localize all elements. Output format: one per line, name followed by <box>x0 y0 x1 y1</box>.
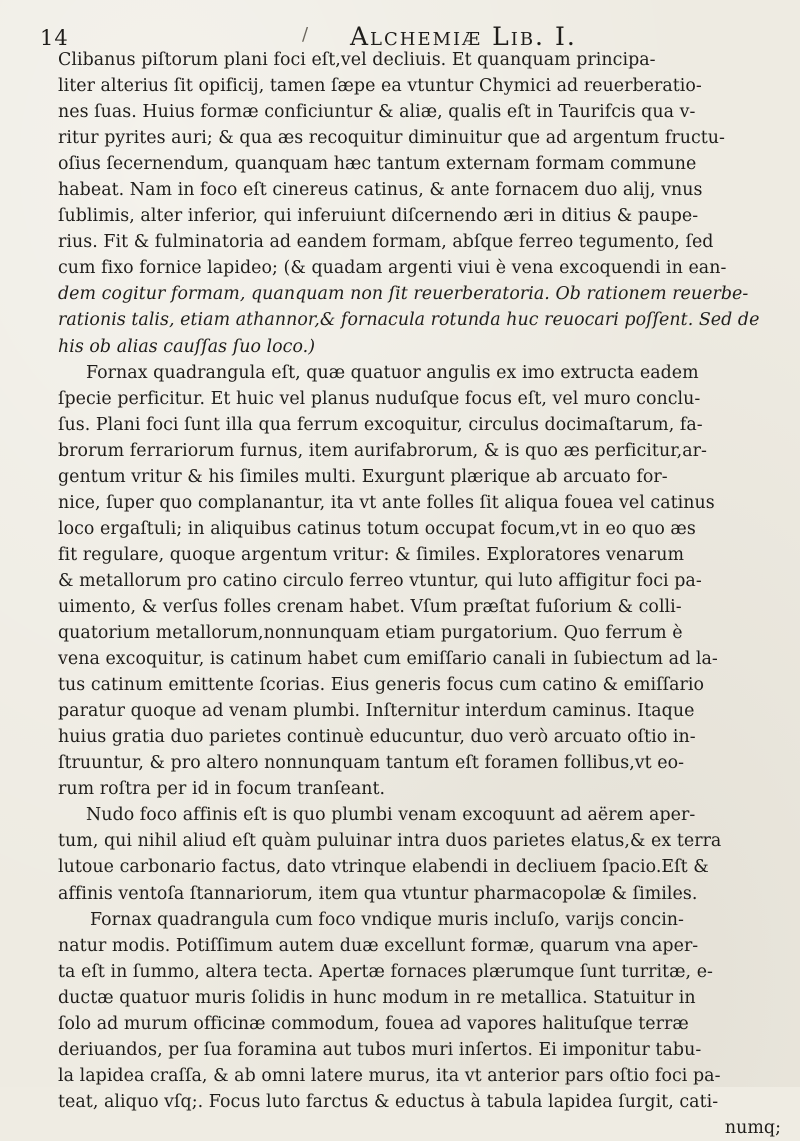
text-line: loco ergaſtuli; in aliquibus catinus totum occupat focum,vt in eo quo æs <box>58 518 696 539</box>
paragraph-first-line: Fornax quadrangula cum foco vndique muris incluſo, varijs concin- <box>90 909 684 930</box>
text-line: dem cogitur formam, quanquam non ſit reuerberatoria. Ob rationem reuerbe- <box>58 284 749 305</box>
paragraph-first-line: Nudo foco affinis eſt is quo plumbi venam excoquunt ad aërem aper- <box>86 805 696 826</box>
text-line: quatorium metallorum,nonnunquam etiam purgatorium. Quo ferrum è <box>58 623 683 644</box>
text-line: paratur quoque ad venam plumbi. Inſternitur interdum caminus. Itaque <box>58 701 695 722</box>
text-line: cum fixo fornice lapideo; (& quadam argenti viui è vena excoquendi in ean- <box>58 258 727 279</box>
text-line: affinis ventoſa ſtannariorum, item qua vtuntur pharmacopolæ & ſimiles. <box>58 883 698 904</box>
text-line: huius gratia duo parietes continuè educuntur, duo verò arcuato oſtio in- <box>58 727 696 748</box>
text-line: nes ſuas. Huius formæ conficiuntur & aliæ, qualis eſt in Taurifcis qua v- <box>58 102 696 123</box>
text-line: ta eſt in ſummo, altera tecta. Apertæ fornaces plærumque ſunt turritæ, e- <box>58 961 713 982</box>
text-line: oſius ſecernendum, quanquam hæc tantum externam formam commune <box>58 154 697 175</box>
text-line: his ob alias cauſſas ſuo loco.) <box>58 336 316 357</box>
text-line: nice, ſuper quo complanantur, ita vt ante folles ſit aliqua fouea vel catinus <box>58 492 715 513</box>
text-line: teat, aliquo vſq;. Focus luto farctus & eductus à tabula lapidea ſurgit, cati- <box>58 1091 719 1112</box>
text-line: & metallorum pro catino circulo ferreo vtuntur, qui luto affigitur foci pa- <box>58 570 702 591</box>
stray-ink-mark: / <box>302 24 309 45</box>
text-line: tus catinum emittente ſcorias. Eius generis focus cum catino & emiſſario <box>58 675 705 696</box>
text-line: uimento, & verſus folles crenam habet. Vſum præſtat fuſorium & colli- <box>58 596 682 617</box>
running-head <box>40 0 780 51</box>
text-line: rationis talis, etiam athannor,& fornacula rotunda huc reuocari poſſent. Sed de <box>58 310 760 331</box>
text-line: natur modis. Potiſſimum autem duæ excellunt formæ, quarum vna aper- <box>58 935 699 956</box>
text-line: lutoue carbonario factus, dato vtrinque elabendi in decliuem ſpacio.Eſt & <box>58 857 709 878</box>
text-line: liter alterius ſit opificij, tamen ſæpe ea vtuntur Chymici ad reuerberatio- <box>58 76 702 97</box>
text-line: ſublimis, alter inferior, qui inferuiunt diſcernendo æri in ditius & paupe- <box>58 206 699 227</box>
text-line: rum roſtra per id in focum tranſeant. <box>58 779 386 800</box>
body-text <box>58 47 793 1138</box>
text-line: vena excoquitur, is catinum habet cum emiſſario canali in ſubiectum ad la- <box>58 649 718 670</box>
text-line: brorum ferrariorum furnus, item aurifabrorum, & is quo æs perficitur,ar- <box>58 440 707 461</box>
text-line: ſtruuntur, & pro altero nonnunquam tantum eſt foramen follibus,vt eo- <box>58 753 685 774</box>
text-line: fit regulare, quoque argentum vritur: & ſimiles. Exploratores venarum <box>58 544 684 565</box>
text-line: habeat. Nam in foco eſt cinereus catinus, & ante fornacem duo alij, vnus <box>58 180 703 201</box>
paragraph-first-line: Fornax quadrangula eſt, quæ quatuor angulis ex imo extructa eadem <box>86 362 699 383</box>
text-line: ſus. Plani foci ſunt illa qua ferrum excoquitur, circulus docimaſtarum, fa- <box>58 414 703 435</box>
running-title: Alchemiæ Lib. I. <box>350 22 577 51</box>
text-line: ductæ quatuor muris ſolidis in hunc modum in re metallica. Statuitur in <box>58 987 696 1008</box>
page-number: 14 <box>40 26 69 50</box>
text-line: Clibanus piſtorum plani foci eſt,vel decliuis. Et quanquam principa- <box>58 50 656 70</box>
text-line: rius. Fit & fulminatoria ad eandem formam, abſque ferreo tegumento, ſed <box>58 232 714 253</box>
text-line: gentum vritur & his ſimiles multi. Exurgunt plærique ab arcuato for- <box>58 466 668 487</box>
text-line: ritur pyrites auri; & qua æs recoquitur diminuitur que ad argentum fructu- <box>58 128 725 149</box>
catchword: numq; <box>724 1117 781 1138</box>
text-line: la lapidea craſſa, & ab omni latere murus, ita vt anterior pars oſtio foci pa- <box>58 1065 721 1086</box>
text-line: tum, qui nihil aliud eſt quàm puluinar intra duos parietes elatus,& ex terra <box>58 831 722 852</box>
text-line: deriuandos, per ſua foramina aut tubos muri inſertos. Ei imponitur tabu- <box>58 1039 702 1060</box>
text-line: ſpecie perficitur. Et huic vel planus nuduſque focus eſt, vel muro conclu- <box>58 388 701 409</box>
text-line: ſolo ad murum officinæ commodum, fouea ad vapores halituſque terræ <box>58 1013 689 1034</box>
